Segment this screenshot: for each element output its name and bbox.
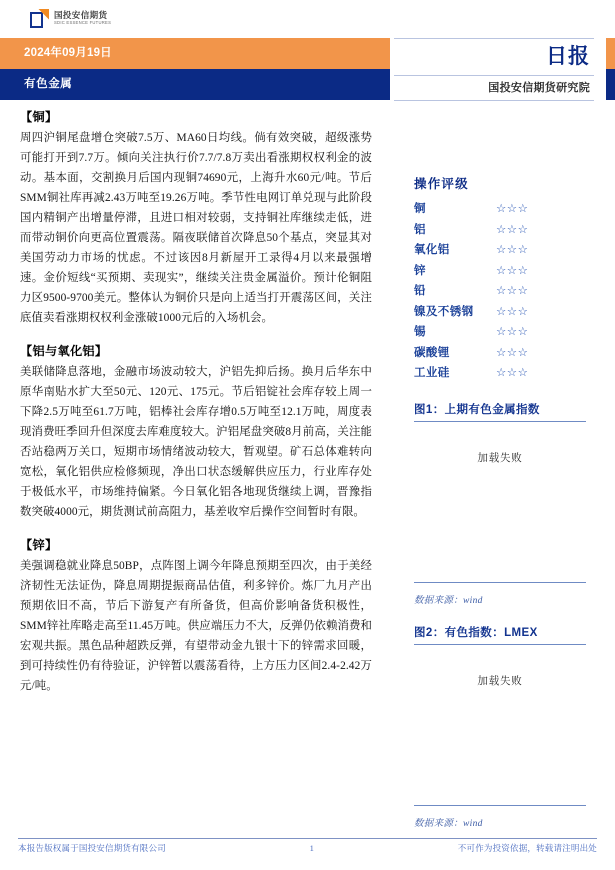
figure-frame	[414, 644, 586, 806]
rating-row-alumina	[414, 239, 597, 260]
rating-stars-icon: ☆☆☆	[496, 201, 529, 216]
report-content	[0, 108, 615, 830]
rating-row-zinc	[414, 260, 597, 281]
sidebar-column	[392, 108, 597, 829]
rating-metal-name: 工业硅	[414, 367, 450, 380]
section-title: 【铝与氧化铝】	[20, 344, 108, 358]
section-body: 美强调稳就业降息50BP，点阵图上调今年降息预期至四次，由于美经济韧性无法证伪，降息周期提振商品估值，利多锌价。炼厂九月产出预期依旧不高，节后下游复产有所备货，但高价影响备货积极性，SMM锌社库略走高至11.45万吨。供应端压力不大，反弹仍依赖消费和宏观共振。黑色品种超跌反弹，有望带动金九银十下的锌需求回暖，到可持续性仍有待验证，沪锌暂以震荡看待，上方压力区间2.4-2.42万元/吨。	[20, 560, 372, 692]
rating-row-copper	[414, 198, 597, 219]
sdic-logo-icon	[30, 9, 49, 28]
rating-metal-name: 氧化铝	[414, 244, 450, 257]
section-aluminum	[20, 342, 372, 522]
figure-source: 数据来源：wind	[414, 595, 483, 606]
rating-row-lead	[414, 280, 597, 301]
figure-2	[392, 624, 597, 829]
footer-page-number: 1	[309, 843, 315, 853]
figure-frame	[414, 421, 586, 583]
report-category: 有色金属	[24, 78, 73, 90]
rating-metal-name: 锌	[414, 264, 426, 277]
rating-metal-name: 铜	[414, 203, 426, 216]
rating-row-tin	[414, 321, 597, 342]
footer-disclaimer: 不可作为投资依据，转载请注明出处	[457, 843, 597, 853]
figure-source: 数据来源：wind	[414, 818, 483, 829]
section-body: 周四沪铜尾盘增仓突破7.5万、MA60日均线。倘有效突破，超级涨势可能打开到7.7万。倾向关注执行价7.7/7.8万卖出看涨期权权利金的波动。基本面，交割换月后国内现铜74690元，上海升水60元/吨。节后SMM铜社库再减2.43万吨至19.26万吨。季节性电网订单兑现与此阶段国内精铜产出增量停滞，且进口相对较弱，支持铜社库继续走低，进而带动铜价向更高位置震荡。隔夜联储首次降息50个基点，突显其对美国劳动力市场的忧虑。不过该因8月新屋开工录得4月以来最强增速。金价短线“买预期、卖现实”，继续关注贵金属溢价。预计伦铜阻力区9500-9700美元。整体认为铜价只是向上适当打开震荡区间，关注底值卖看涨期权权利金涨破1000元后的入场机会。	[20, 132, 372, 324]
rating-stars-icon: ☆☆☆	[496, 365, 529, 380]
section-body: 美联储降息落地，金融市场波动较大，沪铝先抑后扬。换月后华东中原华南贴水扩大至50元、120元、175元。节后铝锭社会库存较上周一下降2.5万吨至61.7万吨，铝棒社会库存增0.5万吨至12.1万吨，周度表现消费旺季回升但深度去库难度较大。沪铝尾盘突破8月前高，关注能否站稳两万关口，短期市场情绪波动较大，暂观望。矿石总体难转向宽松，氧化铝供应检修频现，净出口状态缓解供应压力，行业库存处于极低水平，市场维持偏紧。今日氧化铝各地现货继续上调，晋豫指数突破4000元，期货测试前高阻力，基差收窄后操作空间暂时有限。	[20, 366, 372, 518]
brand-logo	[30, 9, 111, 28]
header-edge-accent	[606, 38, 615, 100]
footer-divider	[18, 838, 597, 839]
section-title: 【铜】	[20, 110, 58, 124]
figure-load-failed-text: 加载失败	[477, 675, 523, 687]
section-zinc	[20, 536, 372, 696]
rating-row-lithium-carbonate	[414, 342, 597, 363]
brand-name-en: SDIC ESSENCE FUTURES	[54, 19, 112, 25]
figure-1	[392, 401, 597, 606]
operation-rating-panel	[392, 108, 597, 383]
figure-title: 图2：有色指数：LMEX	[414, 626, 538, 639]
rating-metal-name: 锡	[414, 326, 426, 339]
report-type: 日报	[546, 45, 590, 68]
rating-row-nickel-stainless	[414, 301, 597, 322]
article-column	[20, 108, 372, 710]
rating-stars-icon: ☆☆☆	[496, 303, 529, 318]
rating-stars-icon: ☆☆☆	[496, 262, 529, 277]
report-header	[0, 38, 615, 100]
section-copper	[20, 108, 372, 328]
rating-stars-icon: ☆☆☆	[496, 242, 529, 257]
rating-row-industrial-silicon	[414, 362, 597, 383]
rating-metal-name: 铅	[414, 285, 426, 298]
header-rule-bottom	[394, 100, 594, 101]
rating-metal-name: 铝	[414, 223, 426, 236]
header-left-bands	[0, 38, 390, 100]
figure-load-failed-text: 加载失败	[477, 452, 523, 464]
brand-logo-text	[54, 11, 111, 25]
section-title: 【锌】	[20, 538, 58, 552]
report-date: 2024年09月19日	[24, 47, 112, 59]
operation-rating-title: 操作评级	[414, 177, 469, 191]
rating-metal-name: 碳酸锂	[414, 346, 450, 359]
footer-copyright: 本报告版权属于国投安信期货有限公司	[18, 843, 166, 853]
figure-title: 图1：上期有色金属指数	[414, 403, 540, 416]
header-right-panel	[394, 38, 594, 100]
rating-stars-icon: ☆☆☆	[496, 324, 529, 339]
logo-bar	[0, 0, 615, 36]
rating-row-aluminum	[414, 219, 597, 240]
rating-stars-icon: ☆☆☆	[496, 221, 529, 236]
page-footer	[0, 838, 615, 864]
research-institute: 国投安信期货研究院	[488, 82, 590, 94]
rating-stars-icon: ☆☆☆	[496, 344, 529, 359]
brand-name-cn: 国投安信期货	[54, 9, 108, 20]
rating-metal-name: 镍及不锈钢	[414, 305, 474, 318]
rating-stars-icon: ☆☆☆	[496, 283, 529, 298]
